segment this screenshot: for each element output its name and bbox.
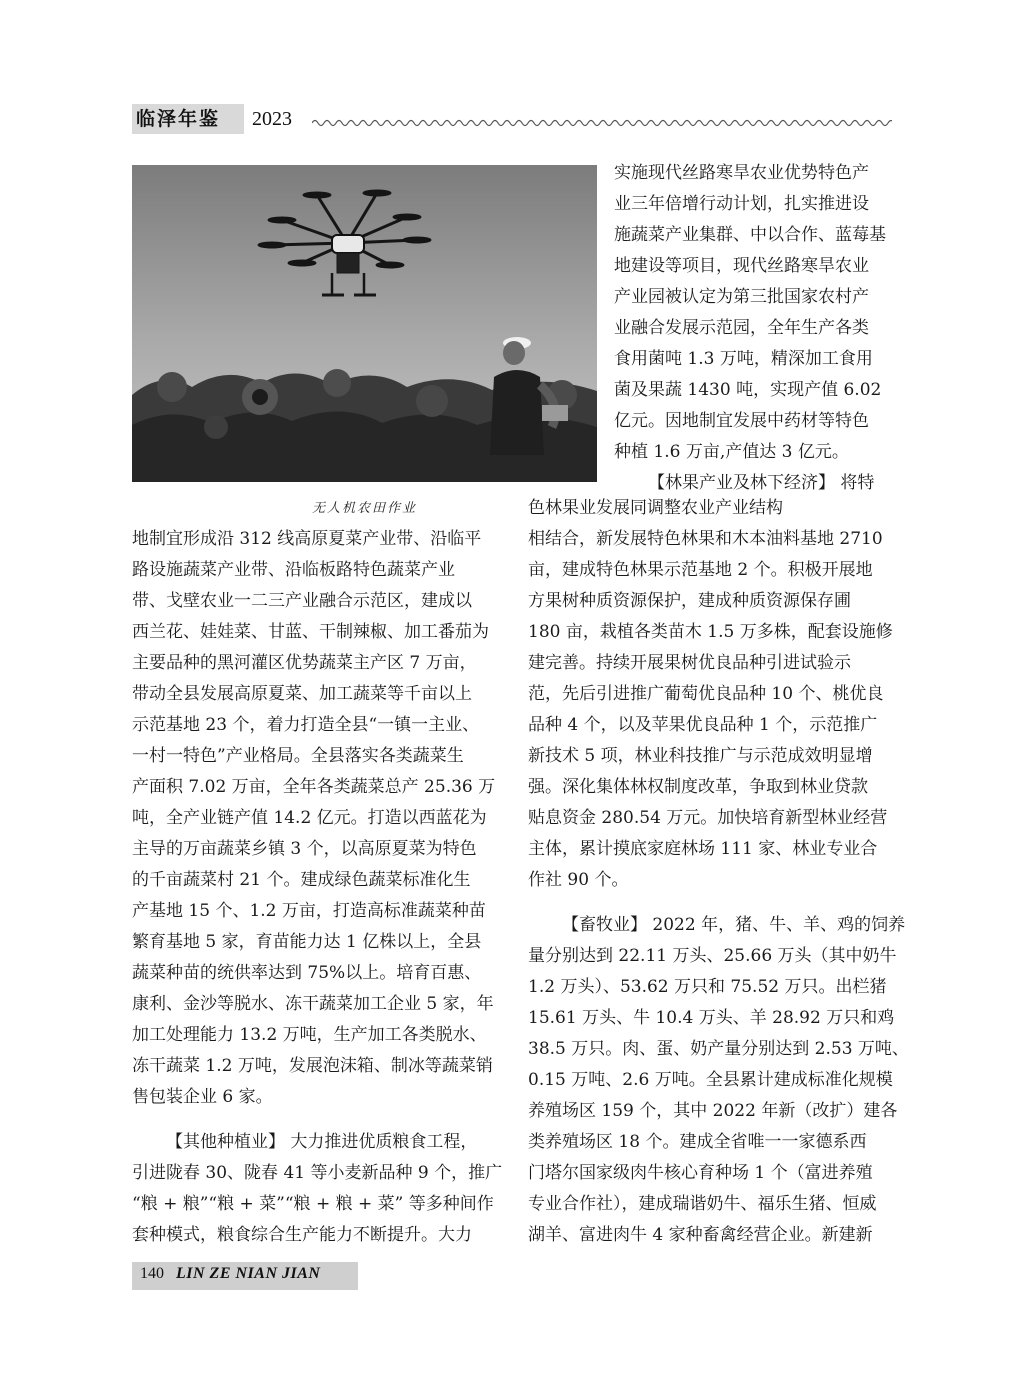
text-line: 门塔尔国家级肉牛核心育种场 1 个（富进养殖 bbox=[528, 1163, 873, 1183]
paragraph-gap bbox=[528, 896, 894, 910]
text-line: 主要品种的黑河灌区优势蔬菜主产区 7 万亩， bbox=[132, 653, 477, 673]
text-line: “粮 + 粮”“粮 + 菜”“粮 + 粮 + 菜” 等多种间作 bbox=[132, 1194, 494, 1214]
photo-caption: 无人机农田作业 bbox=[311, 501, 417, 516]
page-footer bbox=[132, 1262, 392, 1290]
text-line: 强。深化集体林权制度改革，争取到林业贷款 bbox=[528, 777, 868, 797]
text-line: 1.2 万头）、53.62 万只和 75.52 万只。出栏猪 bbox=[528, 977, 887, 997]
text-line: 一村一特色”产业格局。全县落实各类蔬菜生 bbox=[132, 746, 464, 766]
text-line: 吨，全产业链产值 14.2 亿元。打造以西蓝花为 bbox=[132, 808, 487, 828]
text-line: 品种 4 个，以及苹果优良品种 1 个，示范推广 bbox=[528, 715, 878, 735]
text-line: 加工处理能力 13.2 万吨，生产加工各类脱水、 bbox=[132, 1025, 487, 1045]
text-line: 业三年倍增行动计划，扎实推进设 bbox=[614, 194, 869, 214]
text-line: 蔬菜种苗的统供率达到 75%以上。培育百惠、 bbox=[132, 963, 482, 983]
text-line: 产业园被认定为第三批国家农村产 bbox=[614, 287, 869, 307]
text-line: 路设施蔬菜产业带、沿临板路特色蔬菜产业 bbox=[132, 560, 455, 580]
text-line: 养殖场区 159 个，其中 2022 年新（改扩）建各 bbox=[528, 1101, 898, 1121]
yearbook-year: 2023 bbox=[252, 108, 292, 130]
text-line: 地建设等项目，现代丝路寒旱农业 bbox=[614, 256, 869, 276]
left-column-text bbox=[132, 524, 503, 1251]
text-line: 亩，建成特色林果示范基地 2 个。积极开展地 bbox=[528, 560, 873, 580]
text-line: 套种模式，粮食综合生产能力不断提升。大力 bbox=[132, 1225, 472, 1245]
text-line: 业融合发展示范园，全年生产各类 bbox=[614, 318, 869, 338]
text-line: 示范基地 23 个，着力打造全县“一镇一主业、 bbox=[132, 715, 480, 735]
text-line: 【其他种植业】 大力推进优质粮食工程， bbox=[166, 1132, 478, 1152]
text-line: 类养殖场区 18 个。建成全省唯一一家德系西 bbox=[528, 1132, 867, 1152]
text-line: 湖羊、富进肉牛 4 家种畜禽经营企业。新建新 bbox=[528, 1225, 873, 1245]
text-line: 方果树种质资源保护，建成种质资源保存圃 bbox=[528, 591, 851, 611]
text-line: 作社 90 个。 bbox=[528, 870, 629, 890]
text-line: 量分别达到 22.11 万头、25.66 万头（其中奶牛 bbox=[528, 946, 897, 966]
text-line: 菌及果蔬 1430 吨，实现产值 6.02 bbox=[614, 380, 882, 400]
text-line: 【畜牧业】 2022 年，猪、牛、羊、鸡的饲养 bbox=[562, 915, 906, 935]
text-line: 冻干蔬菜 1.2 万吨，发展泡沫箱、制冰等蔬菜销 bbox=[132, 1056, 493, 1076]
header-wave-rule bbox=[312, 118, 892, 128]
text-line: 新技术 5 项，林业科技推广与示范成效明显增 bbox=[528, 746, 873, 766]
text-line: 售包装企业 6 家。 bbox=[132, 1087, 273, 1107]
text-line: 亿元。因地制宜发展中药材等特色 bbox=[614, 411, 869, 431]
text-line: 的千亩蔬菜村 21 个。建成绿色蔬菜标准化生 bbox=[132, 870, 471, 890]
running-title: LIN ZE NIAN JIAN bbox=[176, 1265, 321, 1282]
text-line: 带动全县发展高原夏菜、加工蔬菜等千亩以上 bbox=[132, 684, 472, 704]
text-line: 繁育基地 5 家，育苗能力达 1 亿株以上，全县 bbox=[132, 932, 482, 952]
text-line: 主导的万亩蔬菜乡镇 3 个，以高原夏菜为特色 bbox=[132, 839, 477, 859]
yearbook-title: 临泽年鉴 bbox=[132, 104, 244, 134]
right-column-text bbox=[528, 493, 909, 1251]
text-line: 38.5 万只。肉、蛋、奶产量分别达到 2.53 万吨、 bbox=[528, 1039, 909, 1059]
text-line: 贴息资金 280.54 万元。加快培育新型林业经营 bbox=[528, 808, 888, 828]
text-line: 种植 1.6 万亩,产值达 3 亿元。 bbox=[614, 442, 849, 462]
text-line: 地制宜形成沿 312 线高原夏菜产业带、沿临平 bbox=[132, 529, 482, 549]
text-line: 实施现代丝路寒旱农业优势特色产 bbox=[614, 163, 869, 183]
text-line: 15.61 万头、牛 10.4 万头、羊 28.92 万只和鸡 bbox=[528, 1008, 895, 1028]
text-line: 相结合，新发展特色林果和木本油料基地 2710 bbox=[528, 529, 883, 549]
text-line: 范，先后引进推广葡萄优良品种 10 个、桃优良 bbox=[528, 684, 884, 704]
text-line: 建完善。持续开展果树优良品种引进试验示 bbox=[528, 653, 851, 673]
page-number: 140 bbox=[140, 1265, 164, 1282]
text-line: 0.15 万吨、2.6 万吨。全县累计建成标准化规模 bbox=[528, 1070, 893, 1090]
text-line: 康利、金沙等脱水、冻干蔬菜加工企业 5 家，年 bbox=[132, 994, 494, 1014]
drone-farm-photo bbox=[132, 165, 597, 482]
text-line: 色林果业发展同调整农业产业结构 bbox=[528, 498, 783, 518]
text-line: 引进陇春 30、陇春 41 等小麦新品种 9 个，推广 bbox=[132, 1163, 503, 1183]
text-line: 专业合作社），建成瑞谐奶牛、福乐生猪、恒威 bbox=[528, 1194, 877, 1214]
drone-photo-illustration bbox=[132, 165, 597, 482]
text-line: 产面积 7.02 万亩，全年各类蔬菜总产 25.36 万 bbox=[132, 777, 496, 797]
text-line: 产基地 15 个、1.2 万亩，打造高标准蔬菜种苗 bbox=[132, 901, 486, 921]
text-line: 【林果产业及林下经济】 将特 bbox=[648, 473, 875, 493]
text-line: 主体，累计摸底家庭林场 111 家、林业专业合 bbox=[528, 839, 878, 859]
paragraph-gap bbox=[132, 1113, 494, 1127]
text-line: 带、戈壁农业一二三产业融合示范区，建成以 bbox=[132, 591, 472, 611]
running-header bbox=[132, 102, 892, 136]
text-line: 食用菌吨 1.3 万吨，精深加工食用 bbox=[614, 349, 873, 369]
text-line: 施蔬菜产业集群、中以合作、蓝莓基 bbox=[614, 225, 886, 245]
text-line: 180 亩，栽植各类苗木 1.5 万多株，配套设施修 bbox=[528, 622, 893, 642]
right-column-top-text bbox=[614, 158, 894, 499]
text-line: 西兰花、娃娃菜、甘蓝、干制辣椒、加工番茄为 bbox=[132, 622, 489, 642]
